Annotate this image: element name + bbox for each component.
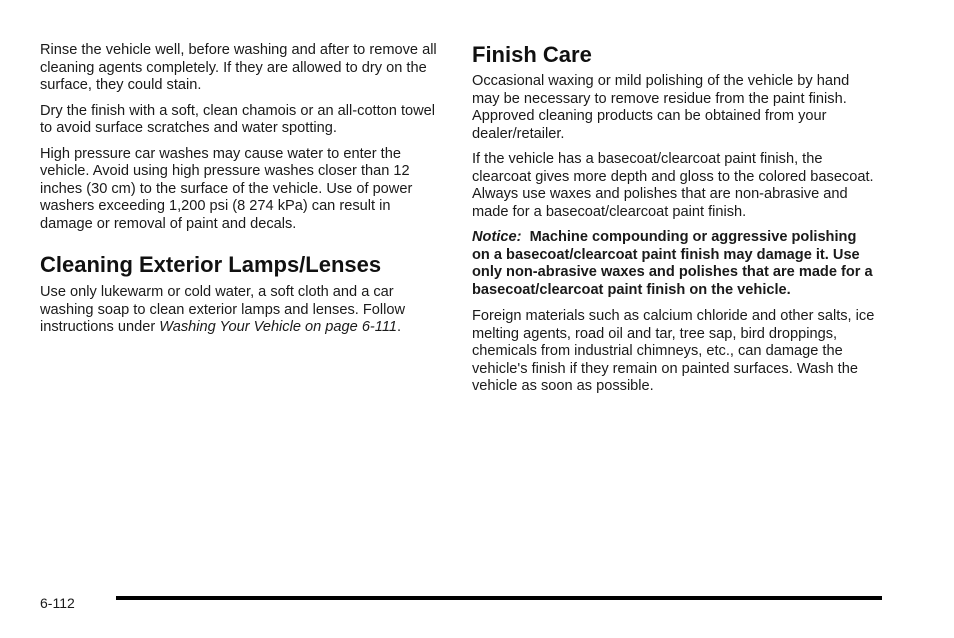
lamps-paragraph-end: .	[396, 319, 402, 335]
pressure-wash-paragraph: High pressure car washes may cause water to enter the vehicle. Avoid using high pressure washes closer than 12 inches (30 cm) to the surface of the vehicle. Use of power washers exceeding 1,200 psi (8 274 kPa) can result in damage or removal of paint and decals.	[40, 145, 413, 232]
rinse-paragraph: Rinse the vehicle well, before washing and after to remove all cleaning agents completely. If they are allowed to dry on the surface, they could stain.	[40, 42, 437, 93]
dry-paragraph: Dry the finish with a soft, clean chamois or an all-cotton towel to avoid surface scratches and water spotting.	[40, 102, 436, 136]
foreign-materials-paragraph: Foreign materials such as calcium chloride and other salts, ice melting agents, road oil and tar, tree sap, bird droppings, chemicals from industrial chimneys, etc., can damage the vehicle's finish if they remain on painted surfaces. Wash the vehicle as soon as possible.	[472, 308, 875, 394]
page-number: 6-112	[40, 595, 75, 611]
washing-reference-link[interactable]: Washing Your Vehicle on page 6-111	[159, 319, 397, 335]
footer-rule	[116, 596, 882, 600]
notice-label: Notice:	[472, 229, 522, 245]
notice-block	[472, 229, 876, 299]
lamps-paragraph	[40, 284, 444, 337]
notice-text: Machine compounding or aggressive polishing on a basecoat/clearcoat paint finish may damage it. Use only non-abrasive waxes and polishes that are made for a basecoat/clearcoat paint finish on the vehicle.	[472, 229, 873, 298]
lamps-paragraph-text: Use only lukewarm or cold water, a soft cloth and a car washing soap to clean exterior lamps and lenses. Follow instructions under	[40, 284, 406, 335]
finish-care-heading: Finish Care	[472, 42, 592, 67]
left-column	[40, 42, 444, 345]
waxing-paragraph: Occasional waxing or mild polishing of the vehicle by hand may be necessary to remove residue from the paint finish. Approved cleaning products can be obtained from your dealer/retailer.	[472, 73, 850, 142]
right-column	[472, 42, 876, 404]
lamps-heading: Cleaning Exterior Lamps/Lenses	[40, 252, 382, 277]
basecoat-paragraph: If the vehicle has a basecoat/clearcoat paint finish, the clearcoat gives more depth and gloss to the colored basecoat. Always use waxes and polishes that are non-abrasive and made for a basecoat/clearcoat paint finish.	[472, 151, 874, 220]
